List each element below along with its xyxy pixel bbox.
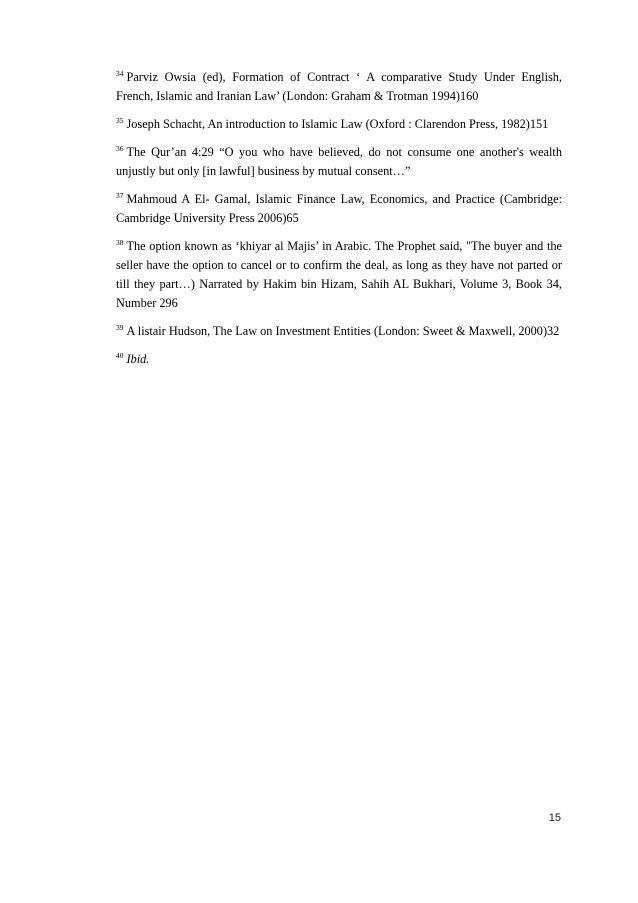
footnote-text: Parviz Owsia (ed), Formation of Contract ‘ A comparative Study Under English, French, Islamic and Iranian Law’ (London: Graham & Trotman 1994)160 [116, 70, 562, 103]
footnote-36 [116, 143, 562, 181]
page-number: 15 [548, 812, 561, 824]
footnote-text: Joseph Schacht, An introduction to Islamic Law (Oxford : Clarendon Press, 1982)151 [126, 117, 549, 131]
footnote-text: Ibid. [126, 352, 150, 366]
footnote-number: 38 [116, 238, 124, 247]
footnote-38 [116, 237, 562, 313]
footnotes-section [116, 68, 562, 378]
footnote-number: 34 [116, 69, 124, 78]
footnote-number: 40 [116, 351, 124, 360]
footnote-text: The option known as ‘khiyar al Majis’ in Arabic. The Prophet said, "The buyer and the seller have the option to cancel or to confirm the deal, as long as they have not parted or till they part…) Narrated by Hakim bin Hizam, Sahih AL Bukhari, Volume 3, Book 34, Number 296 [116, 239, 562, 310]
footnote-37 [116, 190, 562, 228]
footnote-text: The Qur’an 4:29 “O you who have believed, do not consume one another's wealth unjustly but only [in lawful] business by mutual consent…” [116, 145, 562, 178]
footnote-39 [116, 322, 562, 341]
footnote-35 [116, 115, 562, 134]
footnote-number: 37 [116, 191, 124, 200]
footnote-number: 35 [116, 116, 124, 125]
footnote-text: Mahmoud A El- Gamal, Islamic Finance Law, Economics, and Practice (Cambridge: Cambridge University Press 2006)65 [116, 192, 562, 225]
footnote-34 [116, 68, 562, 106]
footnote-number: 39 [116, 323, 124, 332]
footnote-text: A listair Hudson, The Law on Investment Entities (London: Sweet & Maxwell, 2000)32 [126, 324, 560, 338]
footnote-40 [116, 350, 562, 369]
footnote-number: 36 [116, 144, 124, 153]
